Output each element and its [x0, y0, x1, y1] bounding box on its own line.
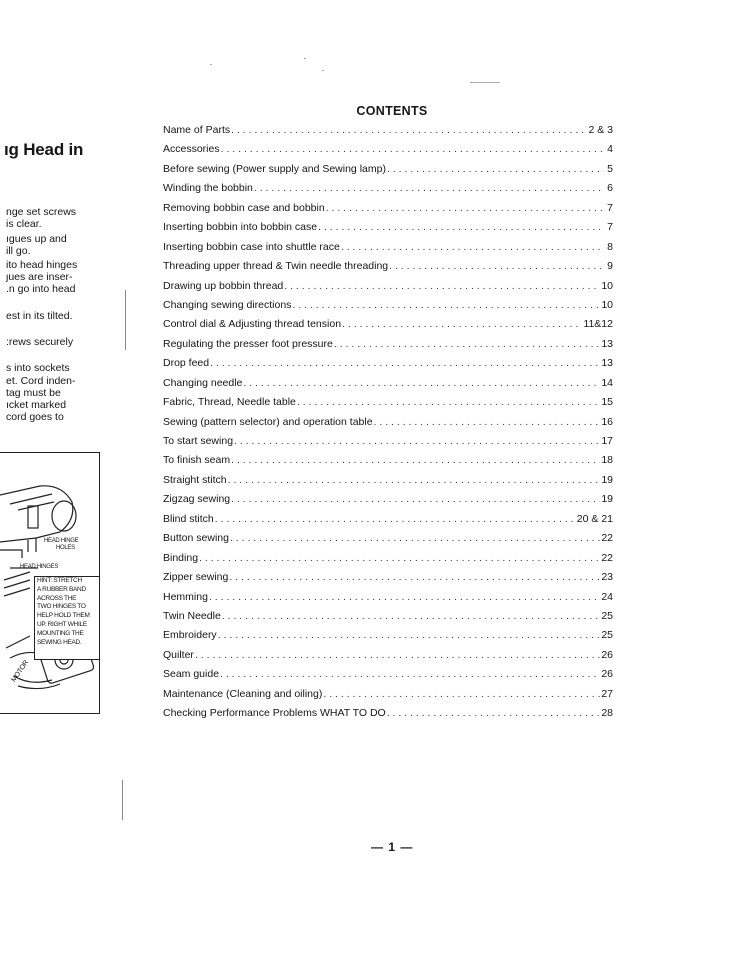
- toc-entry-title: Removing bobbin case and bobbin: [163, 201, 325, 214]
- toc-entry-page: 16: [601, 415, 613, 428]
- toc-entry: [163, 413, 613, 432]
- figure-frame-bottom: [0, 713, 100, 714]
- toc-entry-page: 26: [601, 648, 613, 661]
- toc-entry-page: 26: [601, 668, 613, 681]
- toc-entry-title: Checking Performance Problems WHAT TO DO: [163, 707, 386, 720]
- hint-line: HELP HOLD THEM: [37, 612, 90, 620]
- toc-entry-title: Drawing up bobbin thread: [163, 279, 284, 292]
- toc-entry-title: Seam guide: [163, 668, 220, 681]
- toc-entry-page: 20 & 21: [576, 512, 613, 525]
- toc-entry: [163, 490, 613, 509]
- toc-entry-page: 13: [601, 357, 613, 370]
- toc-entry: [163, 685, 613, 704]
- toc-entry-page: 25: [601, 609, 613, 622]
- toc-entry-title: Zipper sewing: [163, 571, 229, 584]
- toc-entry: [163, 218, 613, 237]
- toc-entry-page: 27: [601, 687, 613, 700]
- toc-entry-page: 10: [601, 298, 613, 311]
- toc-entry: [163, 121, 613, 140]
- toc-entry: [163, 451, 613, 470]
- toc-entry: [163, 238, 613, 257]
- toc-entry-page: 10: [601, 279, 613, 292]
- head-hinge-holes-label: [44, 538, 78, 552]
- label-line: HOLES: [56, 545, 75, 551]
- toc-entry-title: Quilter: [163, 648, 194, 661]
- scan-margin-line: [122, 780, 123, 820]
- toc-entry-page: 7: [607, 201, 613, 214]
- toc-leader-dots: [326, 199, 604, 218]
- motor-label: MOTOR: [10, 659, 31, 684]
- hint-line: MOUNTING THE: [37, 629, 84, 637]
- hint-line: UP. RIGHT WHILE: [37, 620, 87, 628]
- toc-entry-title: Maintenance (Cleaning and oiling): [163, 687, 323, 700]
- side-text-line: nge set screws: [6, 206, 77, 218]
- toc-leader-dots: [215, 510, 576, 529]
- toc-entry-title: Regulating the presser foot pressure: [163, 337, 333, 350]
- toc-entry-title: Before sewing (Power supply and Sewing lamp): [163, 162, 386, 175]
- hint-line: ACROSS THE: [37, 594, 77, 602]
- toc-leader-dots: [318, 218, 604, 237]
- toc-entry-title: Winding the bobbin: [163, 182, 253, 195]
- toc-entry: [163, 277, 613, 296]
- toc-entry: [163, 568, 613, 587]
- toc-entry: [163, 257, 613, 276]
- toc-leader-dots: [195, 646, 600, 665]
- side-text-line: ito head hinges: [6, 259, 78, 271]
- side-text-line: s into sockets: [6, 362, 70, 374]
- toc-leader-dots: [389, 257, 604, 276]
- toc-entry-title: Blind stitch: [163, 512, 214, 525]
- toc-leader-dots: [220, 665, 600, 684]
- toc-entry: [163, 315, 613, 334]
- toc-entry-title: Twin Needle: [163, 609, 221, 622]
- toc-leader-dots: [284, 277, 600, 296]
- toc-entry: [163, 471, 613, 490]
- toc-entry: [163, 335, 613, 354]
- side-text-line: et. Cord inden-: [6, 375, 76, 387]
- toc-entry-page: 19: [601, 493, 613, 506]
- head-hinge-figure: [0, 480, 100, 700]
- side-text-line: ill go.: [6, 245, 31, 257]
- toc-entry-title: Button sewing: [163, 532, 229, 545]
- toc-entry: [163, 393, 613, 412]
- toc-leader-dots: [254, 179, 604, 198]
- toc-leader-dots: [228, 471, 601, 490]
- scan-speck: [304, 58, 306, 59]
- toc-entry-page: 2 & 3: [588, 124, 613, 136]
- scan-speck: [322, 70, 324, 71]
- hint-line: SEWING HEAD.: [37, 638, 82, 646]
- toc-entry-title: Fabric, Thread, Needle table: [163, 396, 296, 409]
- head-hinges-label: HEAD HINGES: [20, 564, 59, 570]
- toc-entry-page: 4: [607, 143, 613, 156]
- toc-entry: [163, 607, 613, 626]
- toc-entry: [163, 160, 613, 179]
- toc-entry-page: 15: [601, 396, 613, 409]
- toc-leader-dots: [231, 121, 587, 140]
- toc-entry-page: 19: [601, 473, 613, 486]
- toc-entry-page: 17: [601, 435, 613, 447]
- toc-entry-page: 18: [601, 454, 613, 467]
- toc-entry: [163, 296, 613, 315]
- toc-entry-page: 25: [601, 629, 613, 642]
- side-text-line: ıcket marked: [6, 399, 67, 411]
- page-number: — 1 —: [371, 840, 414, 854]
- toc-leader-dots: [218, 626, 601, 645]
- side-text-line: ȷues are inser-: [6, 271, 73, 283]
- toc-leader-dots: [341, 238, 604, 257]
- figure-frame-top: [0, 452, 100, 453]
- toc-leader-dots: [231, 490, 600, 509]
- toc-entry-title: To start sewing: [163, 435, 234, 447]
- toc-entry-title: Inserting bobbin into bobbin case: [163, 221, 318, 234]
- toc-leader-dots: [297, 393, 600, 412]
- label-line: HEAD HINGE: [44, 538, 79, 544]
- side-text-line: :rews securely: [6, 336, 74, 348]
- toc-entry: [163, 549, 613, 568]
- toc-leader-dots: [231, 451, 600, 470]
- toc-entry-page: 22: [601, 532, 613, 545]
- toc-entry: [163, 199, 613, 218]
- toc-entry: [163, 374, 613, 393]
- toc-entry-page: 7: [607, 221, 613, 234]
- toc-leader-dots: [209, 588, 600, 607]
- toc-leader-dots: [222, 607, 601, 626]
- toc-leader-dots: [210, 354, 600, 373]
- toc-leader-dots: [334, 335, 600, 354]
- toc-entry: [163, 140, 613, 159]
- toc-leader-dots: [387, 704, 601, 723]
- toc-entry-title: Sewing (pattern selector) and operation table: [163, 415, 373, 428]
- toc-entry-title: Inserting bobbin case into shuttle race: [163, 240, 340, 253]
- toc-leader-dots: [229, 568, 600, 587]
- toc-leader-dots: [387, 160, 604, 179]
- hint-box: [34, 576, 100, 660]
- scan-speck: [470, 82, 500, 83]
- side-text-line: .n go into head: [6, 283, 76, 295]
- toc-entry-title: Hemming: [163, 590, 208, 603]
- toc-entry-title: Drop feed: [163, 357, 210, 370]
- toc-entry-title: Changing sewing directions: [163, 298, 292, 311]
- toc-leader-dots: [374, 413, 601, 432]
- toc-leader-dots: [342, 315, 582, 334]
- toc-entry-title: Control dial & Adjusting thread tension: [163, 318, 342, 331]
- toc-entry-title: Embroidery: [163, 629, 217, 642]
- side-text-line: ıgues up and: [6, 233, 67, 245]
- side-text-line: cord goes to: [6, 411, 64, 423]
- toc-leader-dots: [199, 549, 600, 568]
- side-text-line: is clear.: [6, 218, 42, 230]
- toc-entry: [163, 529, 613, 548]
- scan-margin-line: [125, 290, 126, 350]
- toc-leader-dots: [323, 685, 600, 704]
- side-text-line: tag must be: [6, 387, 61, 399]
- hint-line: TWO HINGES TO: [37, 603, 86, 611]
- side-heading: ıg Head in: [4, 140, 84, 159]
- scan-speck: [210, 64, 212, 65]
- toc-entry-title: Name of Parts: [163, 124, 231, 136]
- toc-list: [163, 121, 613, 724]
- toc-entry: [163, 665, 613, 684]
- toc-leader-dots: [230, 529, 600, 548]
- toc-leader-dots: [234, 432, 600, 451]
- toc-entry: [163, 354, 613, 373]
- hint-line: HINT: STRETCH: [37, 577, 82, 584]
- toc-entry-page: 5: [607, 162, 613, 175]
- toc-entry-page: 6: [607, 182, 613, 195]
- toc-entry: [163, 588, 613, 607]
- toc-entry-title: Changing needle: [163, 376, 243, 389]
- adjacent-page-fragment: [0, 0, 110, 954]
- toc-entry-page: 22: [601, 551, 613, 564]
- toc-entry-title: Straight stitch: [163, 473, 227, 486]
- toc-entry: [163, 510, 613, 529]
- side-text-line: est in its tilted.: [6, 310, 73, 322]
- toc-entry: [163, 432, 613, 451]
- toc-entry-page: 8: [607, 240, 613, 253]
- toc-entry-page: 24: [601, 590, 613, 603]
- toc-entry-page: 23: [601, 571, 613, 584]
- toc-entry-page: 13: [601, 337, 613, 350]
- toc-entry-page: 14: [601, 376, 613, 389]
- toc-entry: [163, 646, 613, 665]
- toc-leader-dots: [292, 296, 600, 315]
- toc-entry-page: 28: [601, 707, 613, 720]
- toc-entry: [163, 179, 613, 198]
- toc-entry-title: To finish seam: [163, 454, 231, 467]
- table-of-contents: [163, 104, 613, 724]
- hint-line: A RUBBER BAND: [37, 585, 86, 593]
- toc-leader-dots: [221, 140, 604, 159]
- toc-entry-title: Zigzag sewing: [163, 493, 231, 506]
- toc-entry-title: Threading upper thread & Twin needle threading: [163, 260, 389, 273]
- toc-entry: [163, 626, 613, 645]
- toc-entry: [163, 704, 613, 723]
- toc-entry-title: Binding: [163, 551, 199, 564]
- toc-entry-page: 9: [607, 260, 613, 273]
- toc-entry-title: Accessories: [163, 143, 220, 156]
- toc-leader-dots: [243, 374, 600, 393]
- page-title: CONTENTS: [356, 104, 428, 118]
- toc-entry-page: 11&12: [583, 318, 613, 331]
